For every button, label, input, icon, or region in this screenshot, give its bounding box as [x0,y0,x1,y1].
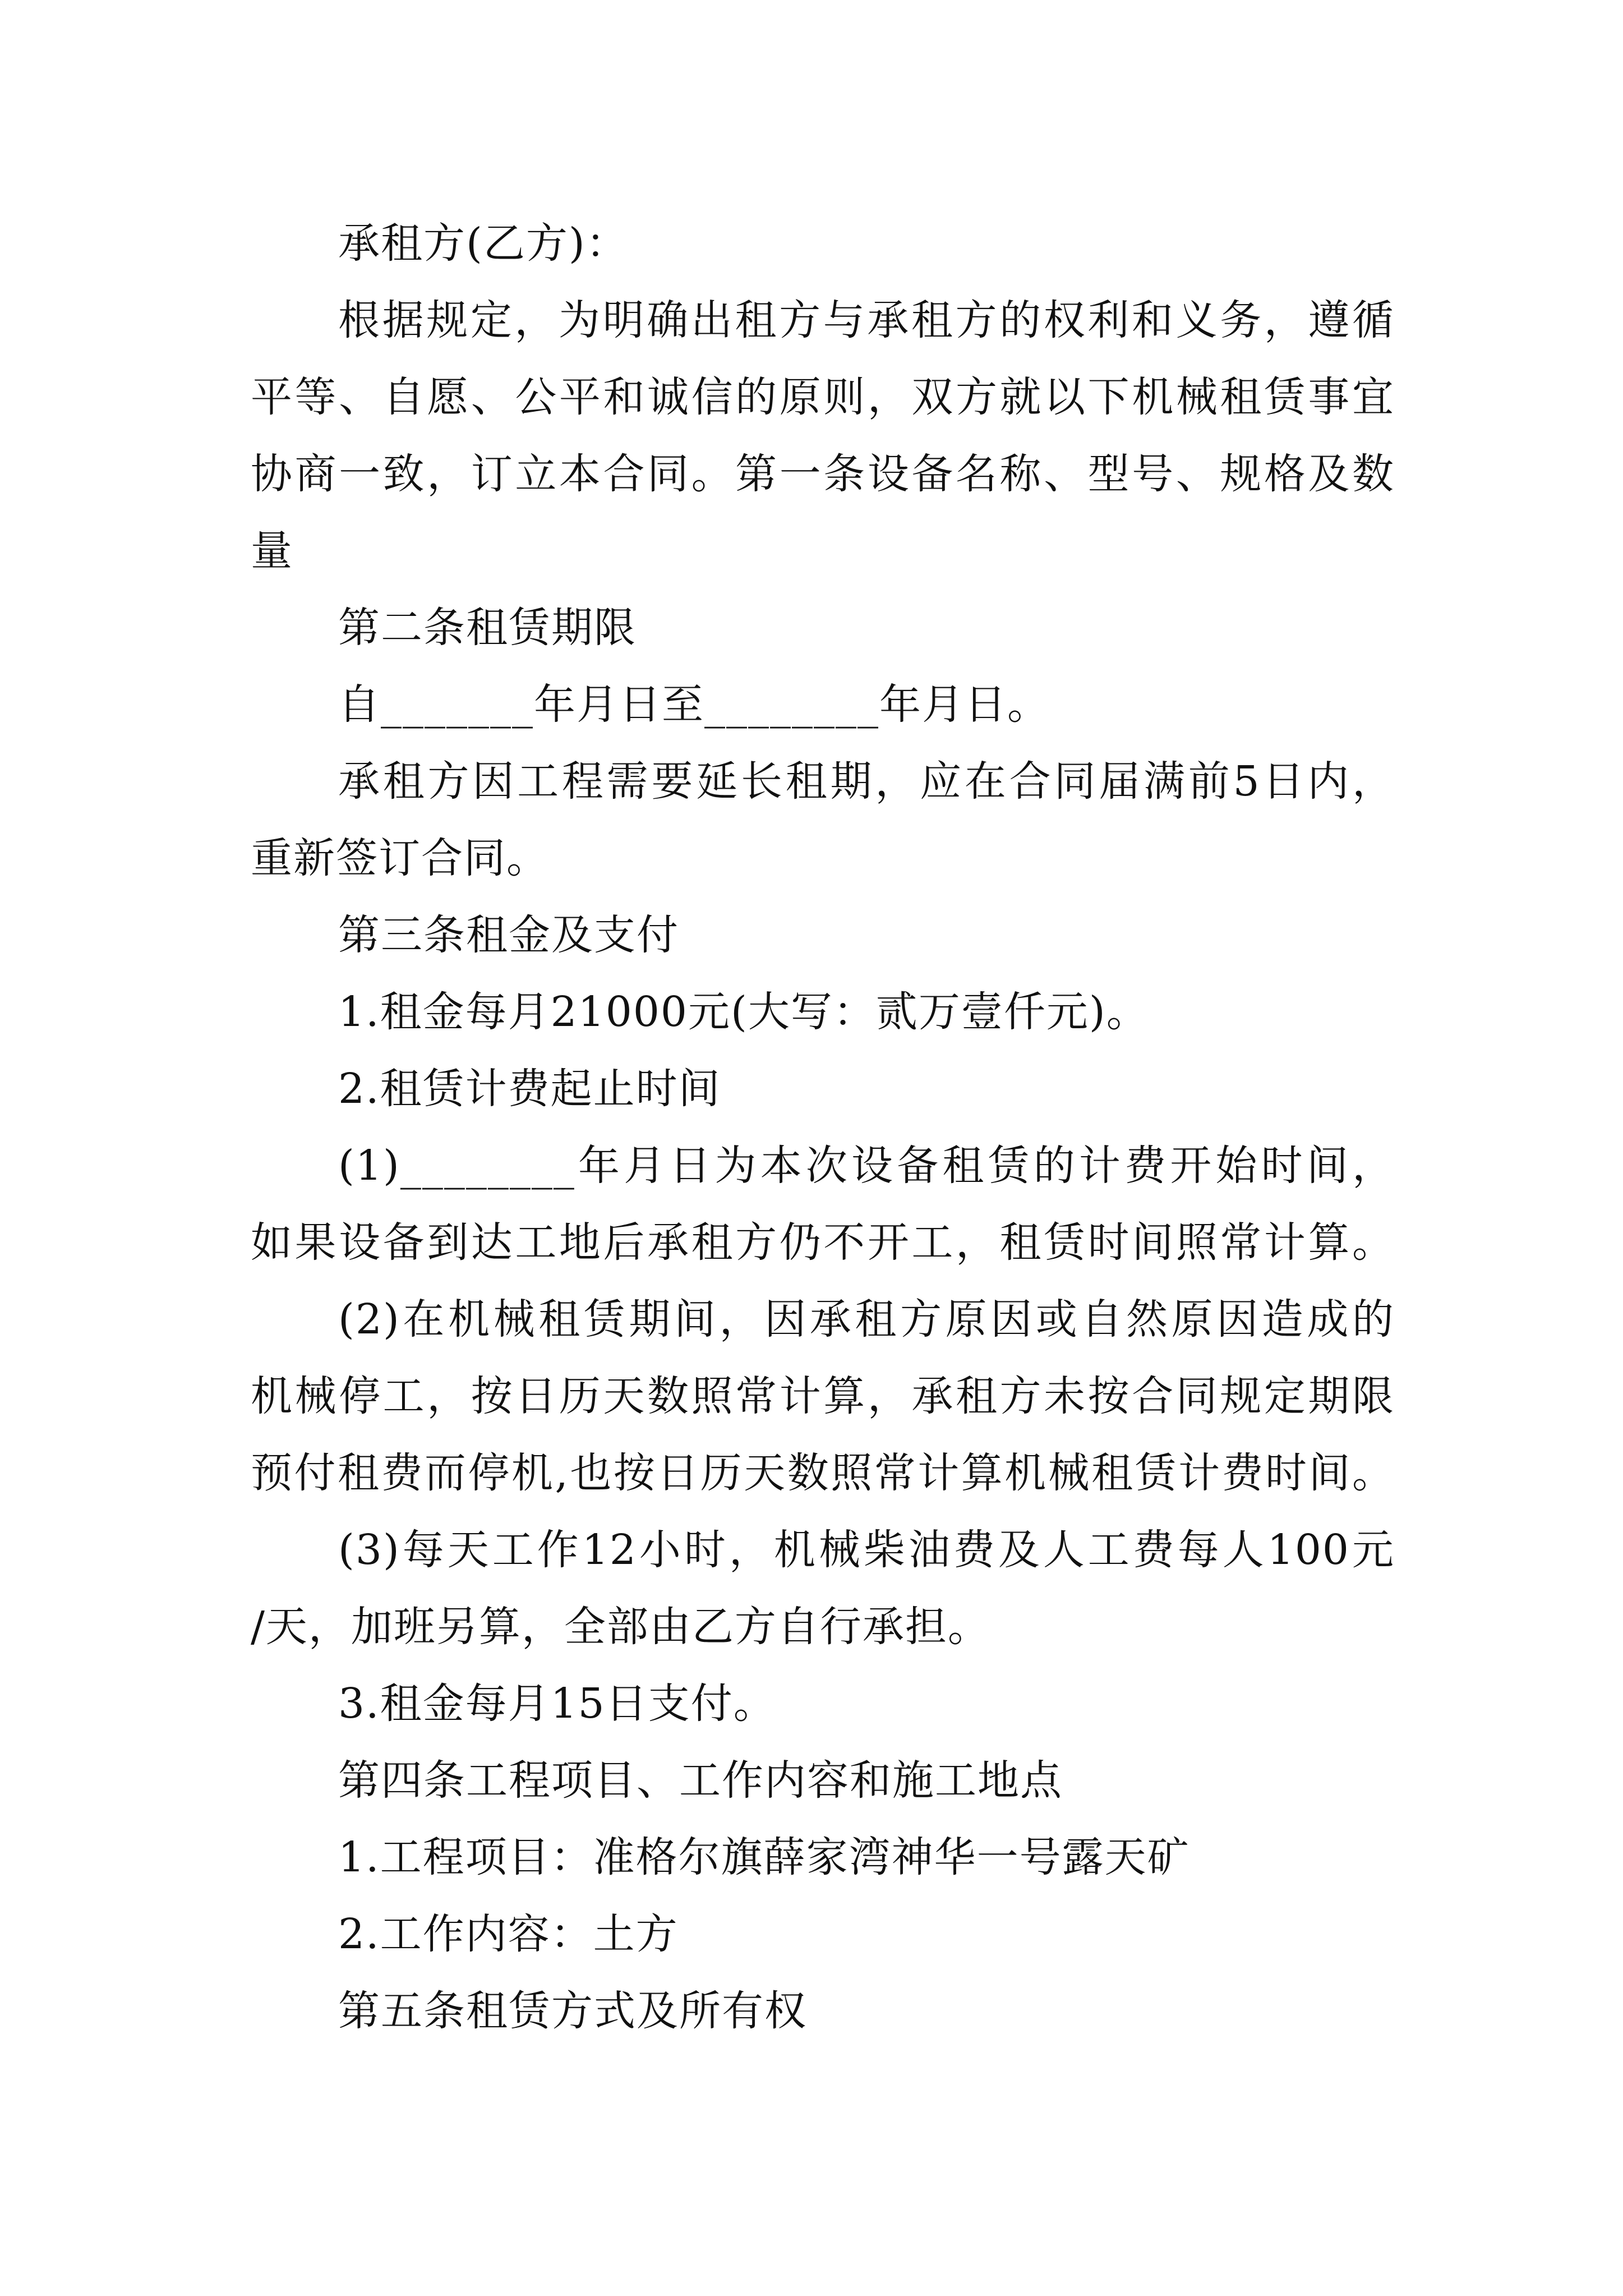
text-line: 量 [251,527,293,575]
text-line: (1)________年月日为本次设备租赁的计费开始时间， [338,1142,1395,1190]
paragraph-lessee [251,205,1395,282]
paragraph-article-3 [251,897,1395,974]
paragraph-article-4 [251,1742,1395,1819]
paragraph-billing-period [251,1051,1395,1128]
paragraph-article-5 [251,1973,1395,2050]
text-line: 协商一致，订立本合同。第一条设备名称、型号、规格及数 [251,450,1395,498]
text-line: 根据规定，为明确出租方与承租方的权利和义务，遵循 [338,296,1395,344]
text-line: 重新签订合同。 [251,834,549,882]
paragraph-item-3 [251,1512,1395,1665]
text-line: (3)每天工作12小时，机械柴油费及人工费每人100元 [338,1526,1395,1574]
paragraph-payment-date [251,1665,1395,1742]
text-line: (2)在机械租赁期间，因承租方原因或自然原因造成的 [338,1295,1395,1343]
section-heading: 第四条工程项目、工作内容和施工地点 [338,1756,1063,1805]
text-line: 如果设备到达工地后承租方仍不开工，租赁时间照常计算。 [251,1218,1395,1267]
text-line: 2.工作内容：土方 [338,1910,679,1958]
paragraph-lease-period [251,666,1395,743]
section-heading: 第五条租赁方式及所有权 [338,1987,807,2035]
text-line: 1.租金每月21000元(大写：贰万壹仟元)。 [338,988,1149,1036]
lessee-label: 承租方(乙方)： [338,219,629,268]
paragraph-rent-amount [251,974,1395,1051]
paragraph-item-1 [251,1128,1395,1281]
text-line: 承租方因工程需要延长租期，应在合同届满前5日内， [338,757,1395,806]
paragraph-preamble [251,282,1395,590]
paragraph-article-2 [251,590,1395,666]
text-line: 预付租费而停机,也按日历天数照常计算机械租赁计费时间。 [251,1449,1395,1497]
text-line: 3.租金每月15日支付。 [338,1680,776,1728]
text-line: 2.租赁计费起止时间 [338,1065,721,1113]
contract-body [251,205,1395,2050]
section-heading: 第三条租金及支付 [338,911,679,959]
text-line: 1.工程项目：准格尔旗薛家湾神华一号露天矿 [338,1833,1190,1881]
paragraph-extension [251,743,1395,897]
text-line: 平等、自愿、公平和诚信的原则，双方就以下机械租赁事宜 [251,373,1395,421]
paragraph-project [251,1819,1395,1896]
paragraph-work-content [251,1896,1395,1973]
text-line: 机械停工，按日历天数照常计算，承租方未按合同规定期限 [251,1372,1395,1420]
paragraph-item-2 [251,1281,1395,1512]
section-heading: 第二条租赁期限 [338,604,637,652]
text-line: /天，加班另算，全部由乙方自行承担。 [251,1603,990,1651]
text-line: 自_______年月日至________年月日。 [338,680,1050,729]
